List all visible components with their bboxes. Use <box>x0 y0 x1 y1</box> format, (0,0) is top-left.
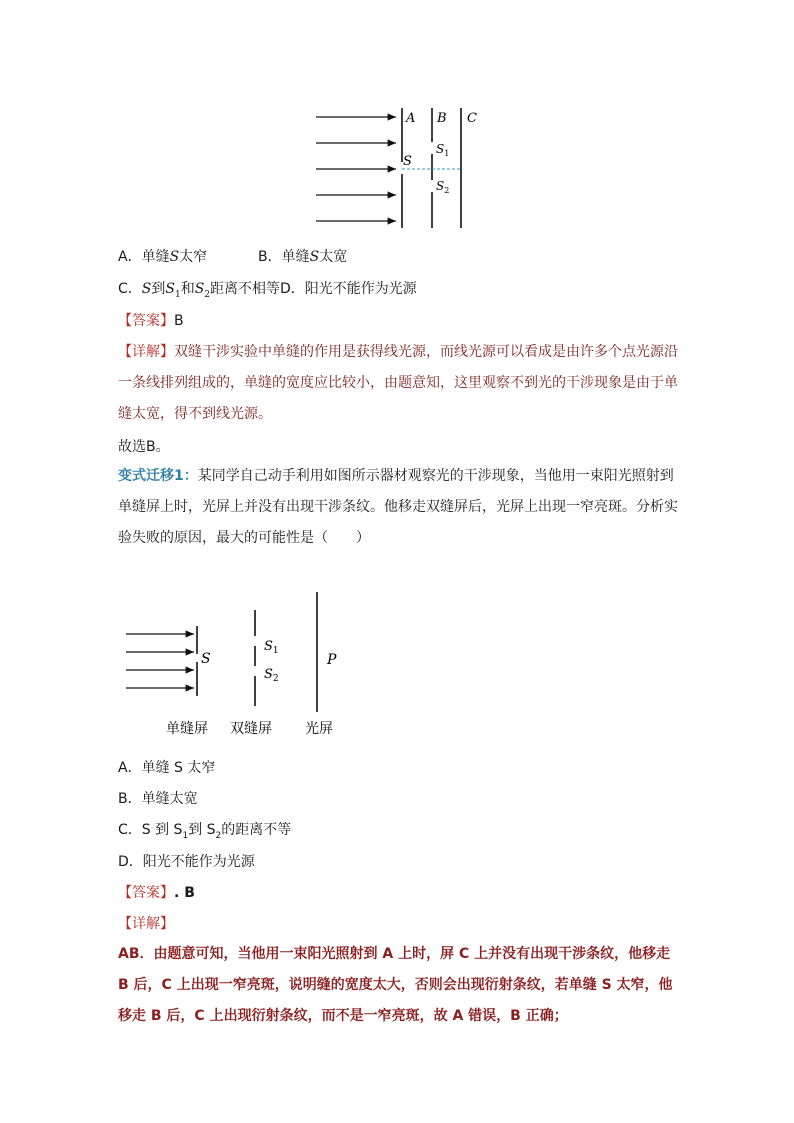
figure-1-slit-diagram <box>310 102 490 234</box>
caption-light-screen: 光屏 <box>305 721 333 737</box>
q2-answer <box>118 883 195 903</box>
q1-option-a[interactable]: A．单缝S太窄 <box>118 249 208 265</box>
label-s1: $S_1$ <box>436 142 450 158</box>
q2-detail-tag: 【详解】 <box>118 916 174 932</box>
q1-detail <box>118 337 678 430</box>
q1-detail-text: 双缝干涉实验中单缝的作用是获得线光源，而线光源可以看成是由许多个点光源沿一条线排列组成的，单缝的宽度应比较小，由题意知，这里观察不到光的干涉现象是由于单缝太宽，得不到线光源。 <box>118 344 678 422</box>
q2-option-b[interactable]: B．单缝太宽 <box>118 791 198 807</box>
q2-option-a[interactable]: A．单缝 S 太窄 <box>118 760 216 776</box>
q1-option-b[interactable]: B．单缝S太宽 <box>258 249 348 265</box>
q2-stem-text: 某同学自己动手利用如图所示器材观察光的干涉现象，当他用一束阳光照射到单缝屏上时，光屏上并没有出现干涉条纹。他移走双缝屏后，光屏上出现一窄亮斑。分析实验失败的原因，最大的可能性是（ ） <box>118 468 678 546</box>
q1-option-row-2 <box>118 279 417 305</box>
q2-option-d[interactable]: D．阳光不能作为光源 <box>118 854 255 870</box>
caption-single-slit: 单缝屏 <box>166 721 208 737</box>
q1-conclusion: 故选B。 <box>118 439 170 455</box>
label-s: S <box>201 651 211 667</box>
q1-answer-tag: 【答案】 <box>118 313 174 329</box>
q2-answer-tag: 【答案】 <box>118 885 174 901</box>
q1-answer-value: B <box>174 313 184 329</box>
label-s: S <box>403 154 412 169</box>
q2-tag: 变式迁移1： <box>118 468 198 484</box>
q2-detail-text: AB．由题意可知，当他用一束阳光照射到 A 上时，屏 C 上并没有出现干涉条纹，他移走 B 后，C 上出现一窄亮斑，说明缝的宽度太大，否则会出现衍射条纹，若单缝 S 太窄，他移走 B 后，C 上出现衍射条纹，而不是一窄亮斑，故 A 错误，B 正确； <box>118 946 673 1024</box>
q1-answer <box>118 311 184 331</box>
q1-option-row-1 <box>118 247 348 267</box>
label-b: B <box>437 111 447 126</box>
figure-2-apparatus <box>118 588 358 740</box>
label-s2: $S_2$ <box>264 667 279 684</box>
q2-answer-value: . B <box>174 885 195 901</box>
label-c: C <box>467 111 477 126</box>
label-a: A <box>406 111 416 126</box>
label-s1: $S_1$ <box>264 639 279 656</box>
q1-detail-tag: 【详解】 <box>118 344 174 360</box>
q2-option-c[interactable]: C．S 到 $S_1$到 $S_2$的距离不等 <box>118 822 292 841</box>
label-p: P <box>327 652 337 668</box>
caption-double-slit: 双缝屏 <box>230 721 272 737</box>
q1-option-c[interactable]: C．S到$S_1$和$S_2$距离不相等 <box>118 281 281 300</box>
q2-stem <box>118 461 678 554</box>
q1-option-d[interactable]: D．阳光不能作为光源 <box>280 281 417 297</box>
label-s2: $S_2$ <box>436 179 450 195</box>
